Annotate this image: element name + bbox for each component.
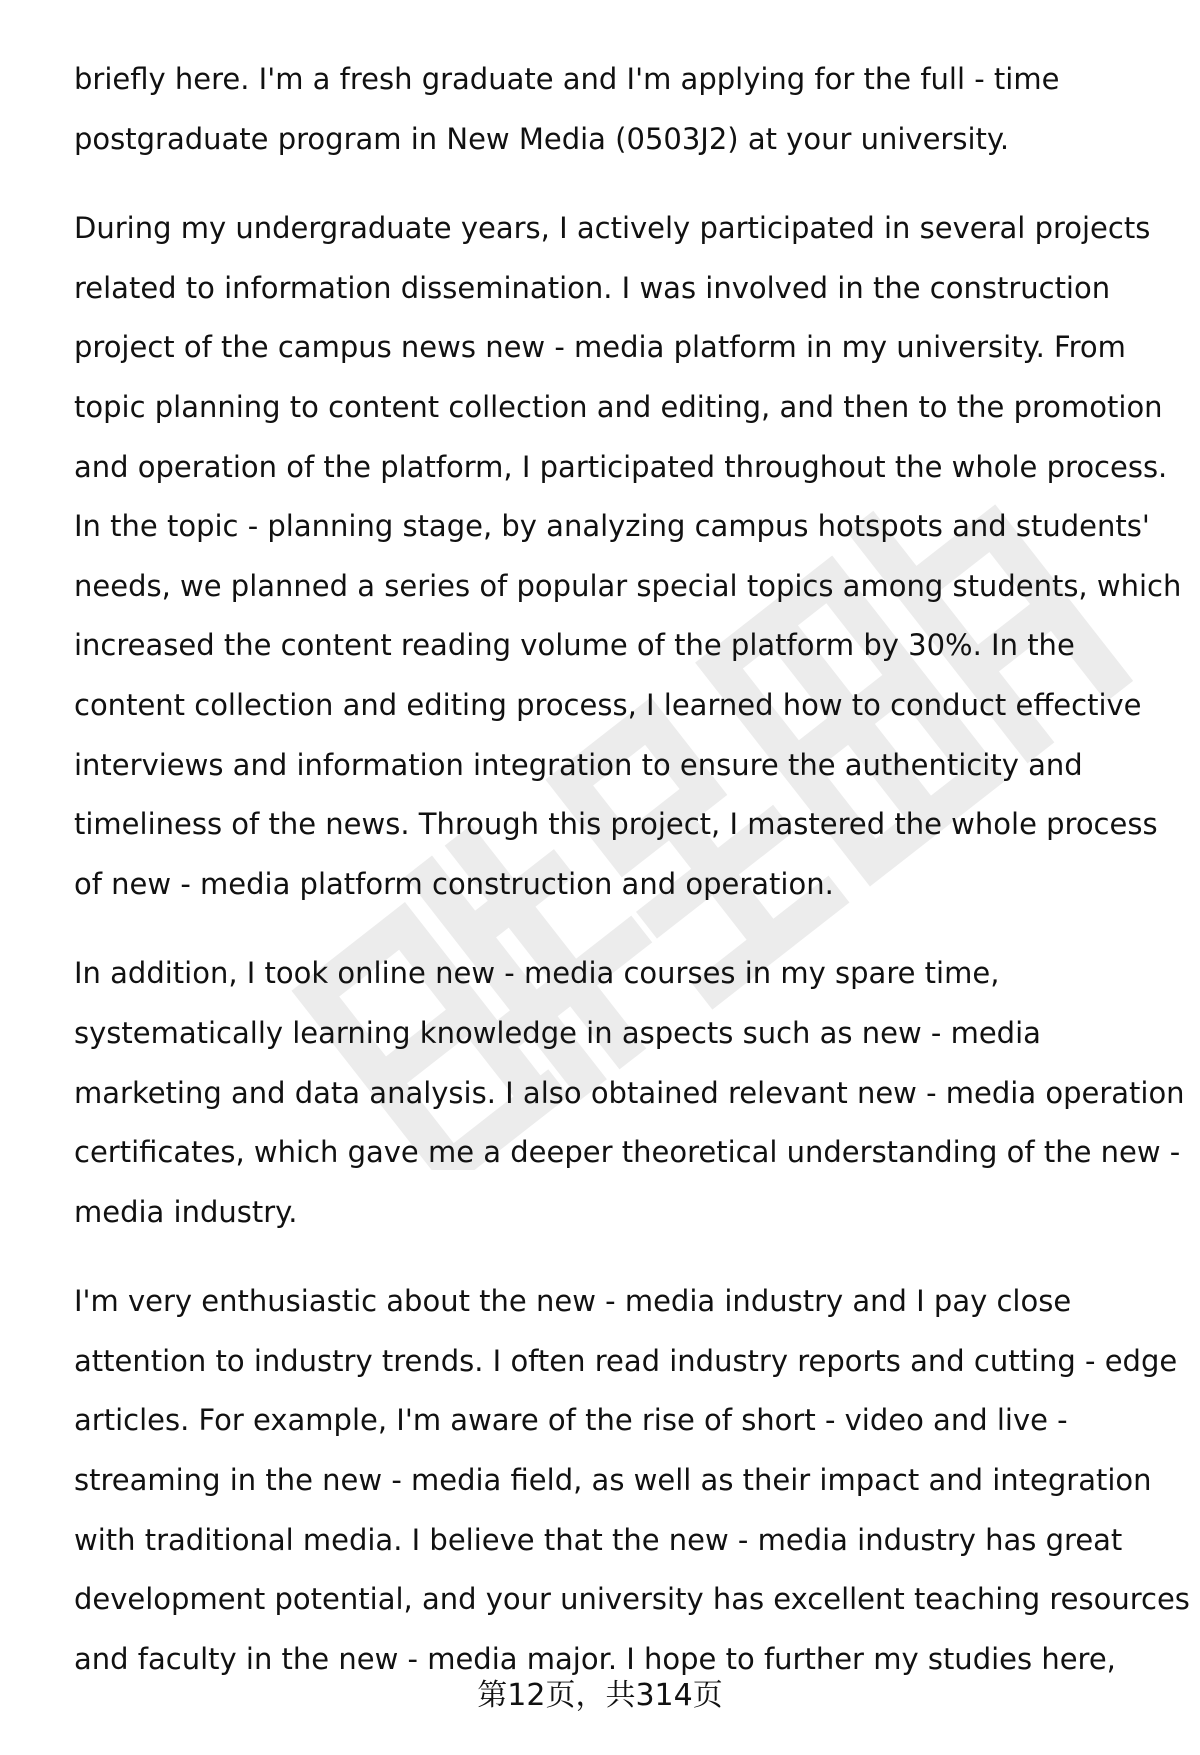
text-line: of new - media platform construction and operation. [74, 866, 834, 901]
text-line: needs, we planned a series of popular special topics among students, which [74, 568, 1182, 603]
text-line: related to information dissemination. I was involved in the construction [74, 270, 1111, 305]
text-line: interviews and information integration to ensure the authenticity and [74, 747, 1083, 782]
text-line: In addition, I took online new - media courses in my spare time, [74, 956, 1000, 991]
text-line: articles. For example, I'm aware of the rise of short - video and live - [74, 1403, 1068, 1438]
text-line: topic planning to content collection and editing, and then to the promotion [74, 389, 1163, 424]
text-line: content collection and editing process, I learned how to conduct effective [74, 687, 1142, 722]
page-number-footer: 第12页，共314页 [477, 1678, 723, 1713]
text-line: certificates, which gave me a deeper theoretical understanding of the new - [74, 1135, 1181, 1170]
text-line: project of the campus news new - media platform in my university. From [74, 330, 1126, 365]
text-line: and faculty in the new - media major. I hope to further my studies here, [74, 1641, 1116, 1676]
text-line: In the topic - planning stage, by analyzing campus hotspots and students' [74, 509, 1150, 544]
text-line: timeliness of the news. Through this project, I mastered the whole process [74, 807, 1158, 842]
paragraph-2 [74, 199, 1182, 914]
document-body [74, 50, 1190, 1719]
text-line: briefly here. I'm a fresh graduate and I'm applying for the full - time [74, 62, 1060, 96]
text-line: increased the content reading volume of the platform by 30%. In the [74, 628, 1075, 663]
text-line: development potential, and your university has excellent teaching resources [74, 1582, 1190, 1617]
paragraph-4 [74, 1272, 1190, 1689]
text-line: with traditional media. I believe that the new - media industry has great [74, 1522, 1123, 1557]
text-line: media industry. [74, 1194, 298, 1229]
paragraph-3 [74, 944, 1185, 1242]
text-line: During my undergraduate years, I actively participated in several projects [74, 211, 1151, 246]
text-line: marketing and data analysis. I also obtained relevant new - media operation [74, 1075, 1185, 1110]
text-line: postgraduate program in New Media (0503J2) at your university. [74, 121, 1010, 156]
text-line: and operation of the platform, I participated throughout the whole process. [74, 449, 1168, 484]
paragraph-1 [74, 50, 1164, 169]
text-line: systematically learning knowledge in aspects such as new - media [74, 1015, 1041, 1050]
text-line: attention to industry trends. I often read industry reports and cutting - edge [74, 1343, 1178, 1378]
text-line: streaming in the new - media field, as well as their impact and integration [74, 1463, 1152, 1498]
text-line: I'm very enthusiastic about the new - media industry and I pay close [74, 1284, 1072, 1319]
